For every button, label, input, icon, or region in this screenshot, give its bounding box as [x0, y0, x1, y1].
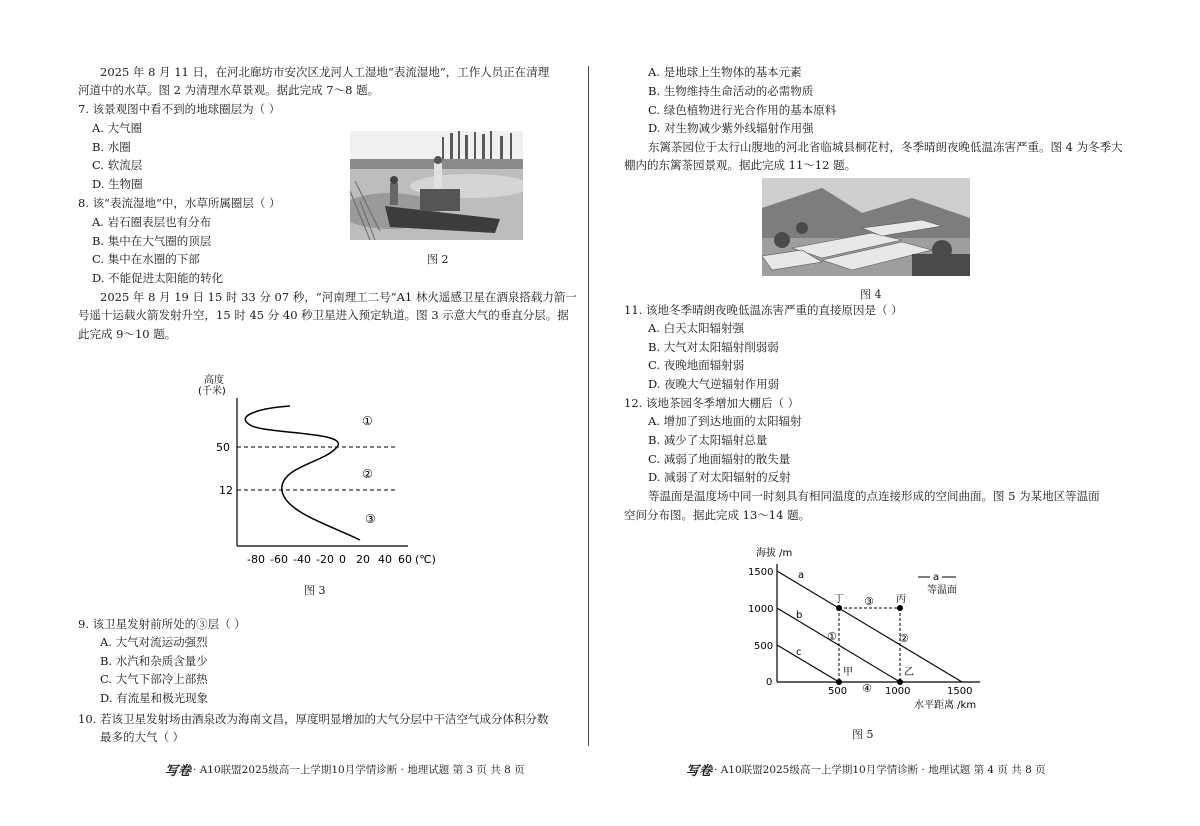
path-label-4: ④	[862, 682, 872, 695]
left-footer	[165, 760, 525, 779]
fig3-xtick: -40	[293, 553, 311, 566]
q11-option-d[interactable]: D. 夜晚大气逆辐射作用弱	[648, 377, 780, 391]
q8-option-d[interactable]: D. 不能促进太阳能的转化	[92, 271, 224, 285]
q11-option-a[interactable]: A. 白天太阳辐射强	[648, 321, 745, 335]
q10-option-d[interactable]: D. 对生物减少紫外线辐射作用强	[648, 121, 814, 135]
atmosphere-layer-diagram	[190, 370, 450, 570]
question-10-line-2: 最多的大气（ ）	[100, 730, 185, 744]
q8-option-a[interactable]: A. 岩石圈表层也有分布	[92, 215, 212, 229]
intro-4-line-2: 空间分布图。据此完成 13～14 题。	[624, 508, 811, 522]
brand-logo: 写卷	[165, 764, 192, 779]
q10-option-c[interactable]: C. 绿色植物进行光合作用的基本原料	[648, 103, 837, 117]
q9-option-c[interactable]: C. 大气下部冷上部热	[100, 672, 208, 686]
fig5-line-label-c: c	[796, 647, 802, 658]
fig3-xtick: 60	[398, 553, 412, 566]
figure-5-caption: 图 5	[852, 728, 874, 741]
legend-symbol: a	[933, 572, 940, 583]
question-12-stem: 12. 该地茶园冬季增加大棚后（ ）	[624, 396, 800, 410]
fig5-xtick: 1500	[947, 686, 973, 697]
intro-2-line-1: 2025 年 8 月 19 日 15 时 33 分 07 秒，“河南理工二号”A1 林火遥感卫星在酒泉搭载力箭一	[100, 290, 577, 304]
fig5-ytick: 1500	[748, 567, 774, 578]
fig5-line-label-b: b	[796, 610, 803, 621]
q8-option-c[interactable]: C. 集中在水圈的下部	[92, 252, 200, 266]
fig5-ytick: 500	[754, 641, 774, 652]
question-11-stem: 11. 该地冬季晴朗夜晚低温冻害严重的直接原因是（ ）	[624, 303, 903, 317]
fig5-line-label-a: a	[798, 570, 805, 581]
path-label-2: ②	[899, 632, 909, 645]
q12-option-d[interactable]: D. 减弱了对太阳辐射的反射	[648, 470, 791, 484]
intro-1-line-1: 2025 年 8 月 11 日，在河北廊坊市安次区龙河人工湿地“表流湿地”，工作人员正在清理	[100, 65, 550, 79]
right-footer-text: · A10联盟2025级高一上学期10月学情诊断 · 地理试题 第 4 页 共 8 页	[714, 764, 1046, 776]
fig3-xtick: -80	[247, 553, 265, 566]
legend-label: 等温面	[927, 585, 957, 596]
q12-option-b[interactable]: B. 减少了太阳辐射总量	[648, 433, 768, 447]
q9-option-b[interactable]: B. 水汽和杂质含量少	[100, 654, 208, 668]
right-footer	[686, 760, 1046, 779]
fig3-xtick: 20	[356, 553, 370, 566]
fig3-ytick-12: 12	[219, 484, 233, 497]
page-divider	[588, 66, 589, 746]
fig5-ylabel: 海拔 /m	[756, 548, 793, 559]
fig5-ytick: 0	[766, 677, 773, 688]
fig3-ytick-50: 50	[216, 441, 230, 454]
fig3-ylabel-line-2: (千米)	[198, 386, 226, 397]
fig3-temperature-curve	[245, 406, 360, 540]
q9-option-a[interactable]: A. 大气对流运动强烈	[100, 635, 208, 649]
fig3-xtick: -20	[316, 553, 334, 566]
intro-1-line-2: 河道中的水草。图 2 为清理水草景观。据此完成 7～8 题。	[78, 83, 380, 97]
question-9-stem: 9. 该卫星发射前所处的③层（ ）	[78, 617, 246, 631]
path-label-3: ③	[864, 595, 874, 608]
isotherm-c	[777, 645, 839, 682]
wetland-photo	[350, 131, 523, 240]
label-jia: 甲	[843, 667, 853, 678]
fig5-ytick: 1000	[748, 604, 774, 615]
intro-2-line-2: 号遥十运载火箭发射升空，15 时 45 分 40 秒卫星进入预定轨道。图 3 示意大气的垂直分层。据	[78, 308, 569, 322]
q8-option-b[interactable]: B. 集中在大气圈的顶层	[92, 234, 212, 248]
point-ding	[836, 605, 842, 611]
intro-3-line-2: 棚内的东篱茶园景观。据此完成 11～12 题。	[624, 158, 857, 172]
intro-2-line-3: 此完成 9～10 题。	[78, 327, 177, 341]
fig3-ylabel-line-1: 高度	[204, 375, 224, 386]
label-ding: 丁	[834, 594, 844, 605]
point-bing	[897, 605, 903, 611]
q11-option-c[interactable]: C. 夜晚地面辐射弱	[648, 358, 745, 372]
q7-option-d[interactable]: D. 生物圈	[92, 177, 143, 191]
q7-option-a[interactable]: A. 大气圈	[92, 121, 143, 135]
intro-3-line-1: 东篱茶园位于太行山腹地的河北省临城县桐花村，冬季晴朗夜晚低温冻害严重。图 4 为冬季大	[648, 140, 1123, 154]
q12-option-c[interactable]: C. 减弱了地面辐射的散失量	[648, 452, 791, 466]
fig3-xtick: 0	[339, 553, 346, 566]
path-label-1: ①	[827, 630, 837, 643]
q7-option-b[interactable]: B. 水圈	[92, 140, 131, 154]
figure-2-caption: 图 2	[427, 253, 449, 266]
point-yi	[897, 679, 903, 685]
brand-logo: 写卷	[686, 764, 713, 779]
fig3-layer-3: ③	[365, 512, 376, 526]
fig3-xtick: 40	[378, 553, 392, 566]
tea-garden-greenhouse-photo	[762, 178, 970, 276]
isothermal-surface-diagram	[740, 540, 1000, 715]
label-bing: 丙	[896, 594, 906, 605]
fig3-layer-1: ①	[362, 414, 373, 428]
figure-4-caption: 图 4	[860, 288, 882, 301]
question-7-stem: 7. 该景观图中看不到的地球圈层为（ ）	[78, 102, 281, 116]
fig3-xtick: -60	[270, 553, 288, 566]
q11-option-b[interactable]: B. 大气对太阳辐射削弱弱	[648, 340, 779, 354]
intro-4-line-1: 等温面是温度场中同一时刻具有相同温度的点连接形成的空间曲面。图 5 为某地区等温面	[648, 489, 1100, 503]
question-10-line-1: 10. 若该卫星发射场由酒泉改为海南文昌，厚度明显增加的大气分层中干洁空气成分体积分数	[78, 712, 549, 726]
label-yi: 乙	[904, 667, 914, 678]
fig5-xtick: 500	[828, 686, 848, 697]
fig3-unit: (℃)	[415, 553, 436, 566]
fig5-xlabel: 水平距离 /km	[914, 700, 977, 711]
question-8-stem: 8. 该“表流湿地”中，水草所属圈层（ ）	[78, 196, 281, 210]
fig5-xtick: 1000	[885, 686, 911, 697]
point-jia	[836, 679, 842, 685]
left-footer-text: · A10联盟2025级高一上学期10月学情诊断 · 地理试题 第 3 页 共 8 页	[193, 764, 525, 776]
q10-option-b[interactable]: B. 生物维持生命活动的必需物质	[648, 84, 814, 98]
q7-option-c[interactable]: C. 软流层	[92, 158, 143, 172]
fig3-layer-2: ②	[362, 467, 373, 481]
figure-3-caption: 图 3	[304, 584, 326, 597]
q9-option-d[interactable]: D. 有流星和极光现象	[100, 691, 209, 705]
q10-option-a[interactable]: A. 是地球上生物体的基本元素	[648, 65, 802, 79]
q12-option-a[interactable]: A. 增加了到达地面的太阳辐射	[648, 414, 802, 428]
